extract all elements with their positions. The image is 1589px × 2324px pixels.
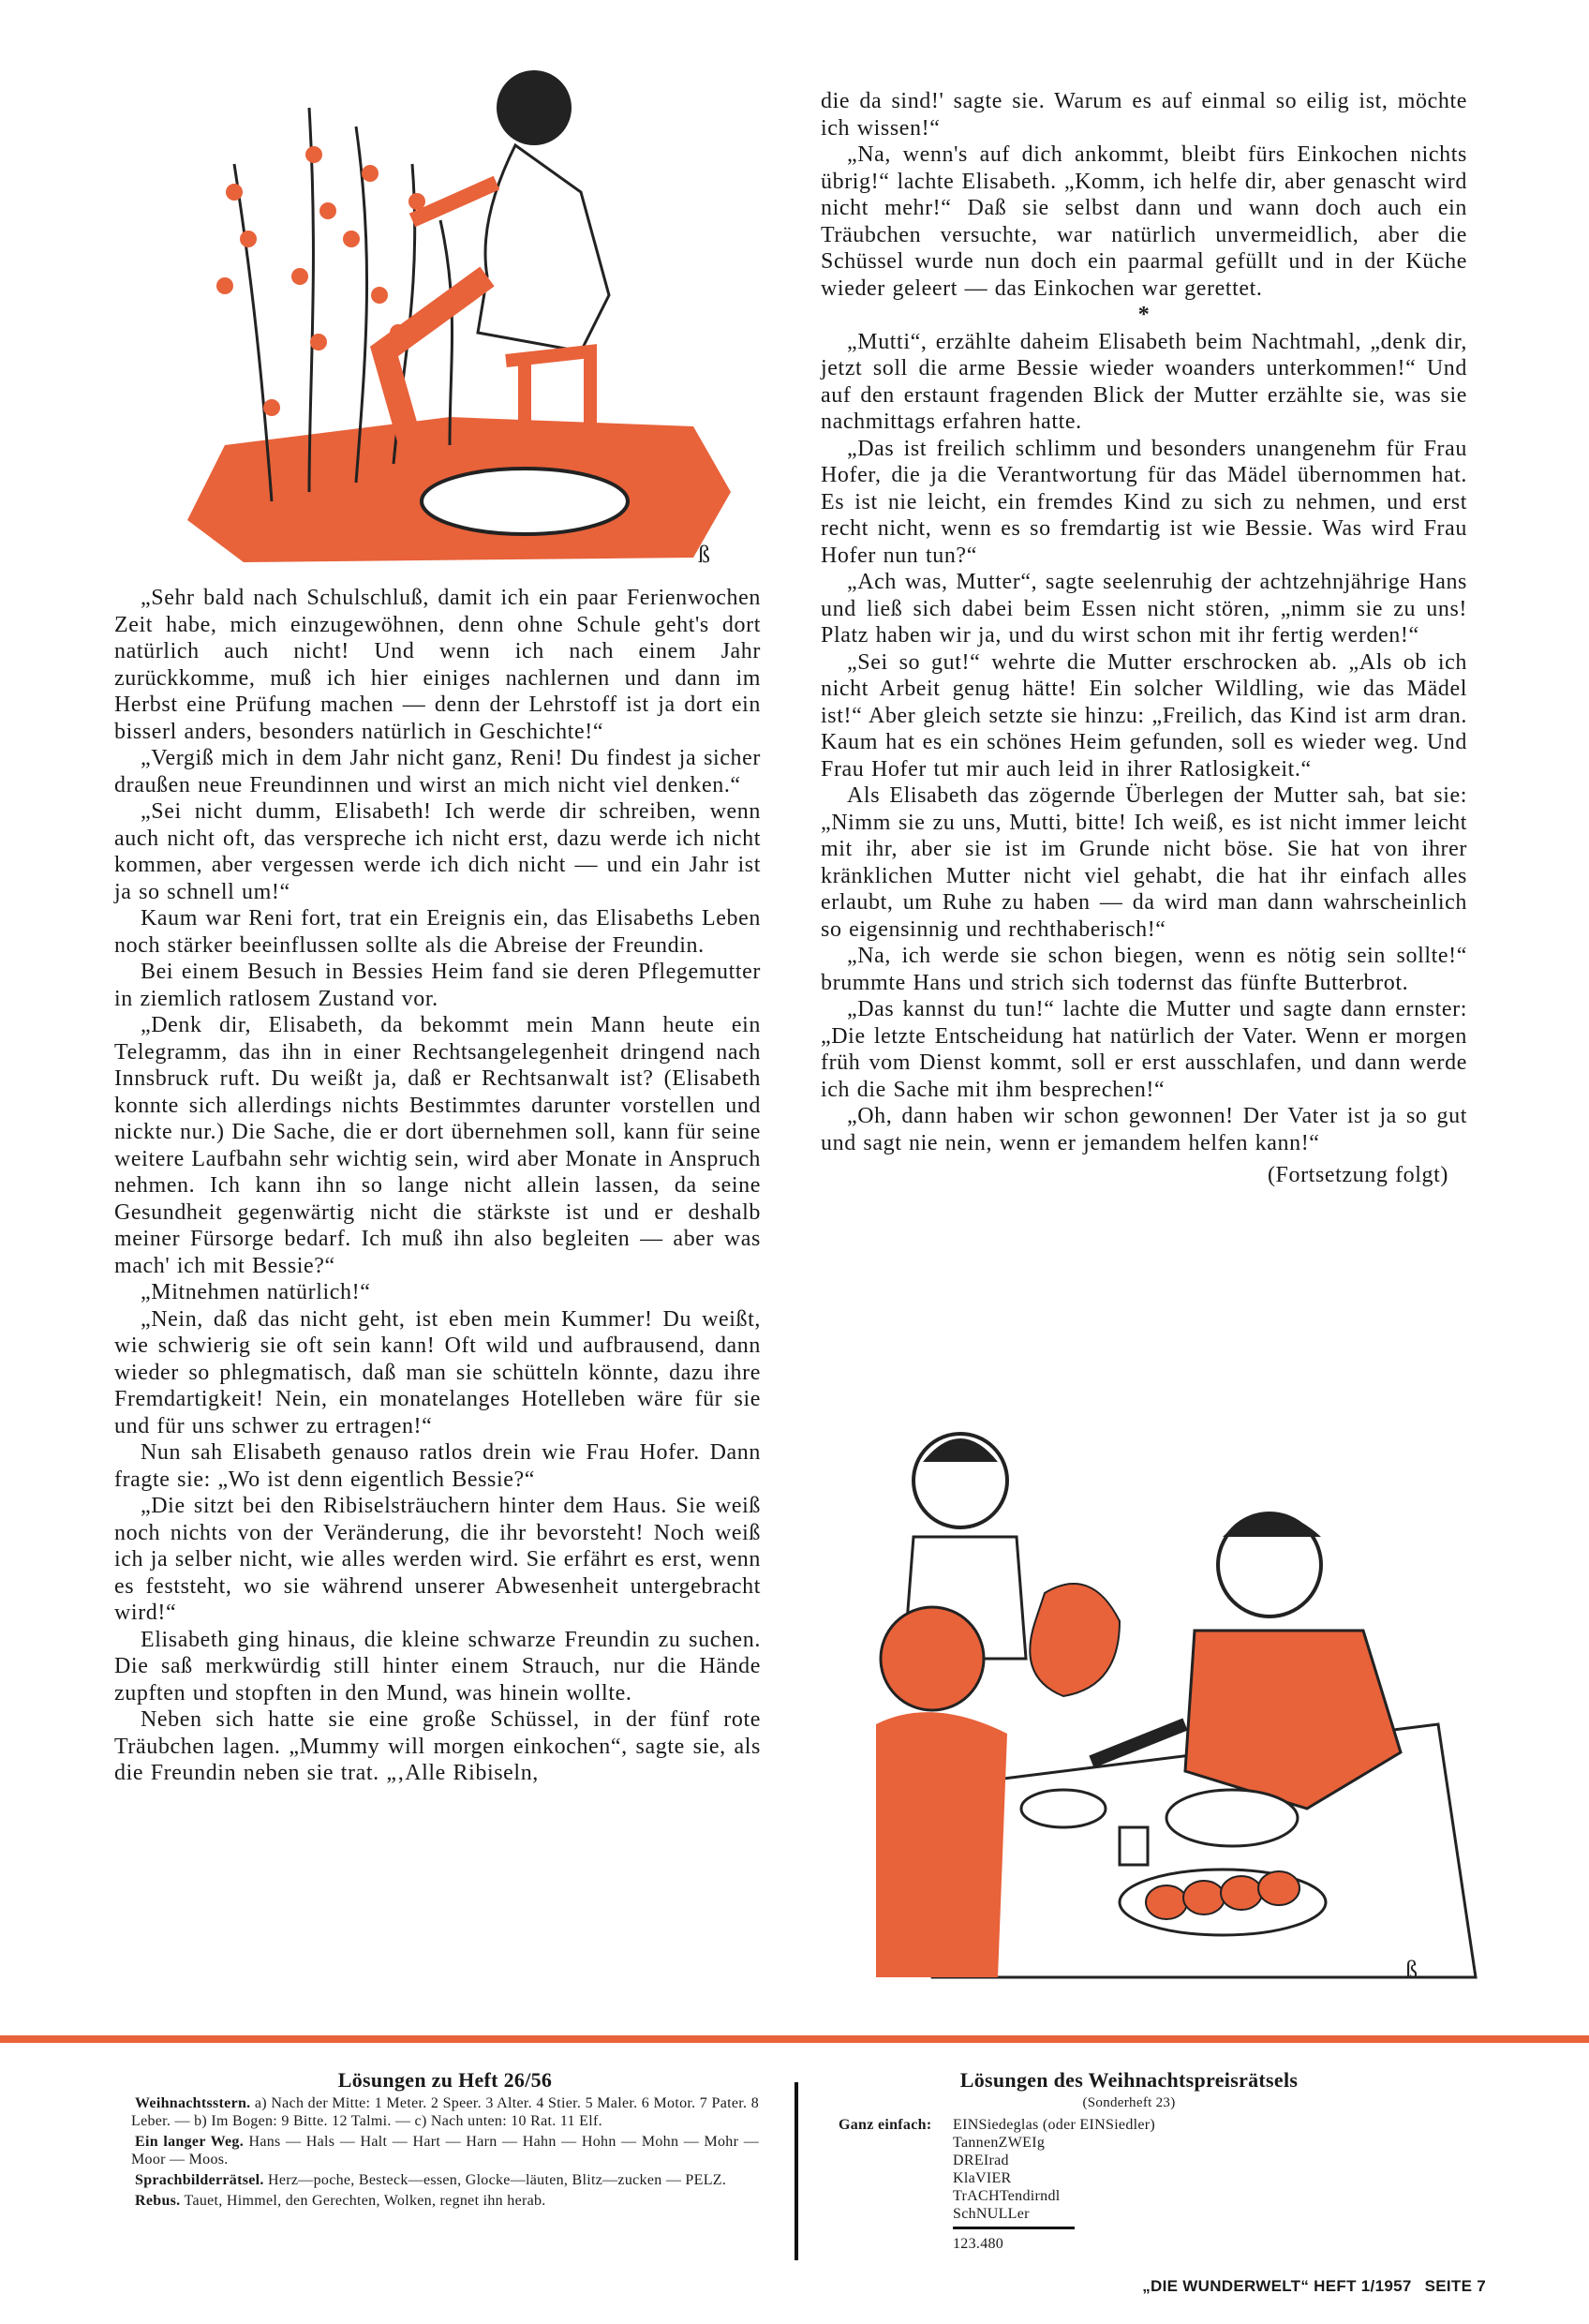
svg-text:ß: ß bbox=[698, 541, 710, 568]
solution-label: Ein langer Weg. bbox=[135, 2134, 245, 2150]
section-divider-rule bbox=[0, 2035, 1589, 2043]
paragraph: Nun sah Elisabeth genauso ratlos drein wie Frau Hofer. Dann fragte sie: „Wo ist denn eigentlich Bessie?“ bbox=[114, 1440, 761, 1492]
paragraph: „Na, ich werde sie schon biegen, wenn es nötig sein sollte!“ brummte Hans und strich sich todernst das fünfte Butterbrot. bbox=[821, 944, 1467, 995]
solution-item bbox=[131, 2171, 759, 2189]
paragraph: „Na, wenn's auf dich ankommt, bleibt fürs Einkochen nichts übrig!“ lachte Elisabeth. „Komm, ich helfe dir, aber genascht wird nicht mehr!“ Daß sie selbst dann und wann doch auch ein Träubchen versuchte, war natürlich unvermeidlich, aber die Schüssel wurde nun doch ein paarmal gefüllt und in der Küche wieder geleert — das Einkochen war gerettet. bbox=[821, 142, 1467, 301]
solutions-subtitle: (Sonderheft 23) bbox=[1082, 2095, 1176, 2110]
paragraph: „Mitnehmen natürlich!“ bbox=[141, 1280, 371, 1304]
solution-item bbox=[131, 2094, 759, 2130]
answer-sum: 123.480 bbox=[953, 2227, 1075, 2253]
column-divider bbox=[794, 2082, 798, 2260]
solutions-christmas-puzzle bbox=[839, 2068, 1419, 2253]
section-break: * bbox=[1137, 303, 1151, 327]
article-left-column bbox=[114, 585, 761, 1787]
paragraph: „Das kannst du tun!“ lachte die Mutter und sagte dann ernster: „Die letzte Entscheidung hat natürlich der Vater. Wenn er morgen früh vom Dienst kommt, soll er erst ausschlafen, und dann werde ich die Sache mit ihm besprechen!“ bbox=[821, 997, 1467, 1102]
paragraph: „Sehr bald nach Schulschluß, damit ich ein paar Ferienwochen Zeit habe, mich einzugewöhnen, denn ohne Schule geht's dort natürlich auch nicht! Und wenn ich nach einem Jahr zurückkomme, muß ich hier einiges nachlernen und dann im Herbst eine Prüfung machen — denn der Lehrstoff ist ja dort ein bisserl anders, besonders natürlich in Geschichte!“ bbox=[114, 586, 761, 744]
magazine-issue: „DIE WUNDERWELT“ HEFT 1/1957 bbox=[1142, 2277, 1412, 2295]
paragraph: „Sei nicht dumm, Elisabeth! Ich werde dir schreiben, wenn auch nicht oft, das verspreche ich nicht erst, dazu werde ich nicht kommen, aber vergessen werde ich dich nicht — und ein Jahr ist ja so schnell um!“ bbox=[114, 799, 761, 904]
answer: TrACHTendirndl bbox=[953, 2188, 1061, 2204]
paragraph-continuation: die da sind!' sagte sie. Warum es auf einmal so eilig ist, möchte ich wissen!“ bbox=[821, 89, 1467, 141]
answer: TannenZWEIg bbox=[953, 2135, 1046, 2151]
solutions-title: Lösungen zu Heft 26/56 bbox=[337, 2068, 553, 2092]
to-be-continued: (Fortsetzung folgt) bbox=[1267, 1163, 1448, 1187]
answer: SchNULLer bbox=[953, 2206, 1030, 2222]
illustration-girl-picking-currants bbox=[169, 52, 750, 576]
answer: KlaVIER bbox=[953, 2170, 1012, 2186]
illustration-family-at-table bbox=[876, 1415, 1485, 1987]
answer: DREIrad bbox=[953, 2153, 1009, 2168]
solutions-heft-26-56 bbox=[131, 2068, 759, 2212]
solution-label: Rebus. bbox=[135, 2193, 181, 2209]
solution-text: Tauet, Himmel, den Gerechten, Wolken, regnet ihn herab. bbox=[184, 2193, 546, 2209]
paragraph: Als Elisabeth das zögernde Überlegen der Mutter sah, bat sie: „Nimm sie zu uns, Mutti, bitte! Ich weiß, es ist nicht immer leicht mit ihr, aber sie ist im Grunde nicht böse. Sie hat von ihrer kränklichen Mutter nicht viel gehabt, die hat ihr einfach alles erlaubt, um Ruhe zu haben — da wird man dann wahrscheinlich so eigensinnig und rechthaberisch!“ bbox=[821, 783, 1467, 942]
solution-text: Herz—poche, Besteck—essen, Glocke—läuten, Blitz—zucken — PELZ. bbox=[268, 2172, 727, 2188]
paragraph: „Vergiß mich in dem Jahr nicht ganz, Reni! Du findest ja sicher draußen neue Freundinnen und wirst an mich nicht viel denken.“ bbox=[114, 746, 761, 797]
paragraph: „Die sitzt bei den Ribiselsträuchern hinter dem Haus. Sie weiß noch nichts von der Veränderung, die ihr bevorsteht! Noch weiß ich ja selber nicht, wie alles werden wird. Sie erfährt es erst, wenn es feststeht, wo sie während unserer Abwesenheit untergebracht wird!“ bbox=[114, 1494, 761, 1625]
paragraph: Neben sich hatte sie eine große Schüssel, in der fünf rote Träubchen lagen. „Mummy will morgen einkochen“, sagte sie, als die Freundin neben sie trat. „‚Alle Ribiseln, bbox=[114, 1707, 761, 1785]
solution-item bbox=[131, 2133, 759, 2168]
page-number: SEITE 7 bbox=[1424, 2277, 1486, 2295]
solution-label: Ganz einfach: bbox=[839, 2117, 932, 2133]
solution-item bbox=[131, 2192, 759, 2210]
paragraph: Bei einem Besuch in Bessies Heim fand sie deren Pflegemutter in ziemlich ratlosem Zustand vor. bbox=[114, 960, 761, 1011]
paragraph: „Mutti“, erzählte daheim Elisabeth beim Nachtmahl, „denk dir, jetzt soll die arme Bessie wieder woanders unterkommen!“ Und auf den erstaunt fragenden Blick der Mutter erzählte sie, was sie nachmittags erfahren hatte. bbox=[821, 329, 1467, 434]
svg-text:ß: ß bbox=[1405, 1956, 1418, 1983]
article-right-column bbox=[821, 88, 1467, 1189]
paragraph: „Das ist freilich schlimm und besonders unangenehm für Frau Hofer, die ja die Verantwortung für das Mädel übernommen hat. Es ist nie leicht, ein fremdes Kind zu sich zu nehmen, und erst recht nicht, wenn es so fremdartig ist wie Bessie. Was wird Frau Hofer nun tun?“ bbox=[821, 436, 1467, 568]
paragraph: „Sei so gut!“ wehrte die Mutter erschrocken ab. „Als ob ich nicht Arbeit genug hätte! Ein solcher Wildling, wie das Mädel ist!“ Aber gleich setzte sie hinzu: „Freilich, das Kind ist arm dran. Kaum hat es ein schönes Heim gefunden, soll es wieder weg. Und Frau Hofer tut mir auch leid in ihrer Ratlosigkeit.“ bbox=[821, 649, 1467, 782]
solution-label: Sprachbilderrätsel. bbox=[135, 2172, 264, 2188]
solutions-title: Lösungen des Weihnachtspreisrätsels bbox=[959, 2068, 1299, 2092]
paragraph: „Denk dir, Elisabeth, da bekommt mein Mann heute ein Telegramm, das ihn in einer Rechtsangelegenheit dringend nach Innsbruck ruft. Du weißt ja, daß er Rechtsanwalt ist? (Elisabeth konnte sich allerdings nichts Bestimmtes darunter vorstellen und nickte nur.) Die Sache, die er dort übernehmen soll, kann für seine weitere Laufbahn sehr wichtig sein, wird aber Monate in Anspruch nehmen. Ich kann ihn so lange nicht allein lassen, da seine Gesundheit gegenwärtig nicht die stärkste ist und er deshalb meiner Fürsorge bedarf. Ich muß ihn also begleiten — aber was mach' ich mit Bessie?“ bbox=[114, 1013, 761, 1278]
solution-text: Hans — Hals — Halt — Hart — Harn — Hahn — Hohn — Mohn — Mohr — Moor — Moos. bbox=[131, 2134, 759, 2168]
paragraph: Kaum war Reni fort, trat ein Ereignis ein, das Elisabeths Leben noch stärker beeinflussen sollte als die Abreise der Freundin. bbox=[114, 906, 761, 958]
page-footer bbox=[1142, 2277, 1486, 2296]
paragraph: „Nein, daß das nicht geht, ist eben mein Kummer! Du weißt, wie schwierig sie oft sein kann! Oft wild und aufbrausend, dann wieder so phlegmatisch, daß man sie schütteln könnte, dazu ihre Fremdartigkeit! Nein, ein monatelanges Hotelleben wäre für sie und für uns schwer zu ertragen!“ bbox=[114, 1306, 761, 1438]
paragraph: Elisabeth ging hinaus, die kleine schwarze Freundin zu suchen. Die saß merkwürdig still hinter einem Strauch, nur die Hände zupften und stopften in den Mund, was hinein wollte. bbox=[114, 1627, 761, 1706]
answer: EINSiedeglas (oder EINSiedler) bbox=[953, 2117, 1156, 2133]
solution-label: Weihnachtsstern. bbox=[135, 2095, 251, 2111]
paragraph: „Ach was, Mutter“, sagte seelenruhig der achtzehnjährige Hans und ließ sich dabei beim Essen nicht stören, „nimm sie zu uns! Platz haben wir ja, und du wirst schon mit ihr fertig werden!“ bbox=[821, 570, 1467, 648]
paragraph: „Oh, dann haben wir schon gewonnen! Der Vater ist ja so gut und sagt nie nein, wenn er jemandem helfen kann!“ bbox=[821, 1104, 1467, 1155]
solution-text: a) Nach der Mitte: 1 Meter. 2 Speer. 3 Alter. 4 Stier. 5 Maler. 6 Motor. 7 Pater. 8 Leber. — b) Im Bogen: 9 Bitte. 12 Talmi. — c) Nach unten: 10 Rat. 11 Elf. bbox=[131, 2095, 759, 2129]
